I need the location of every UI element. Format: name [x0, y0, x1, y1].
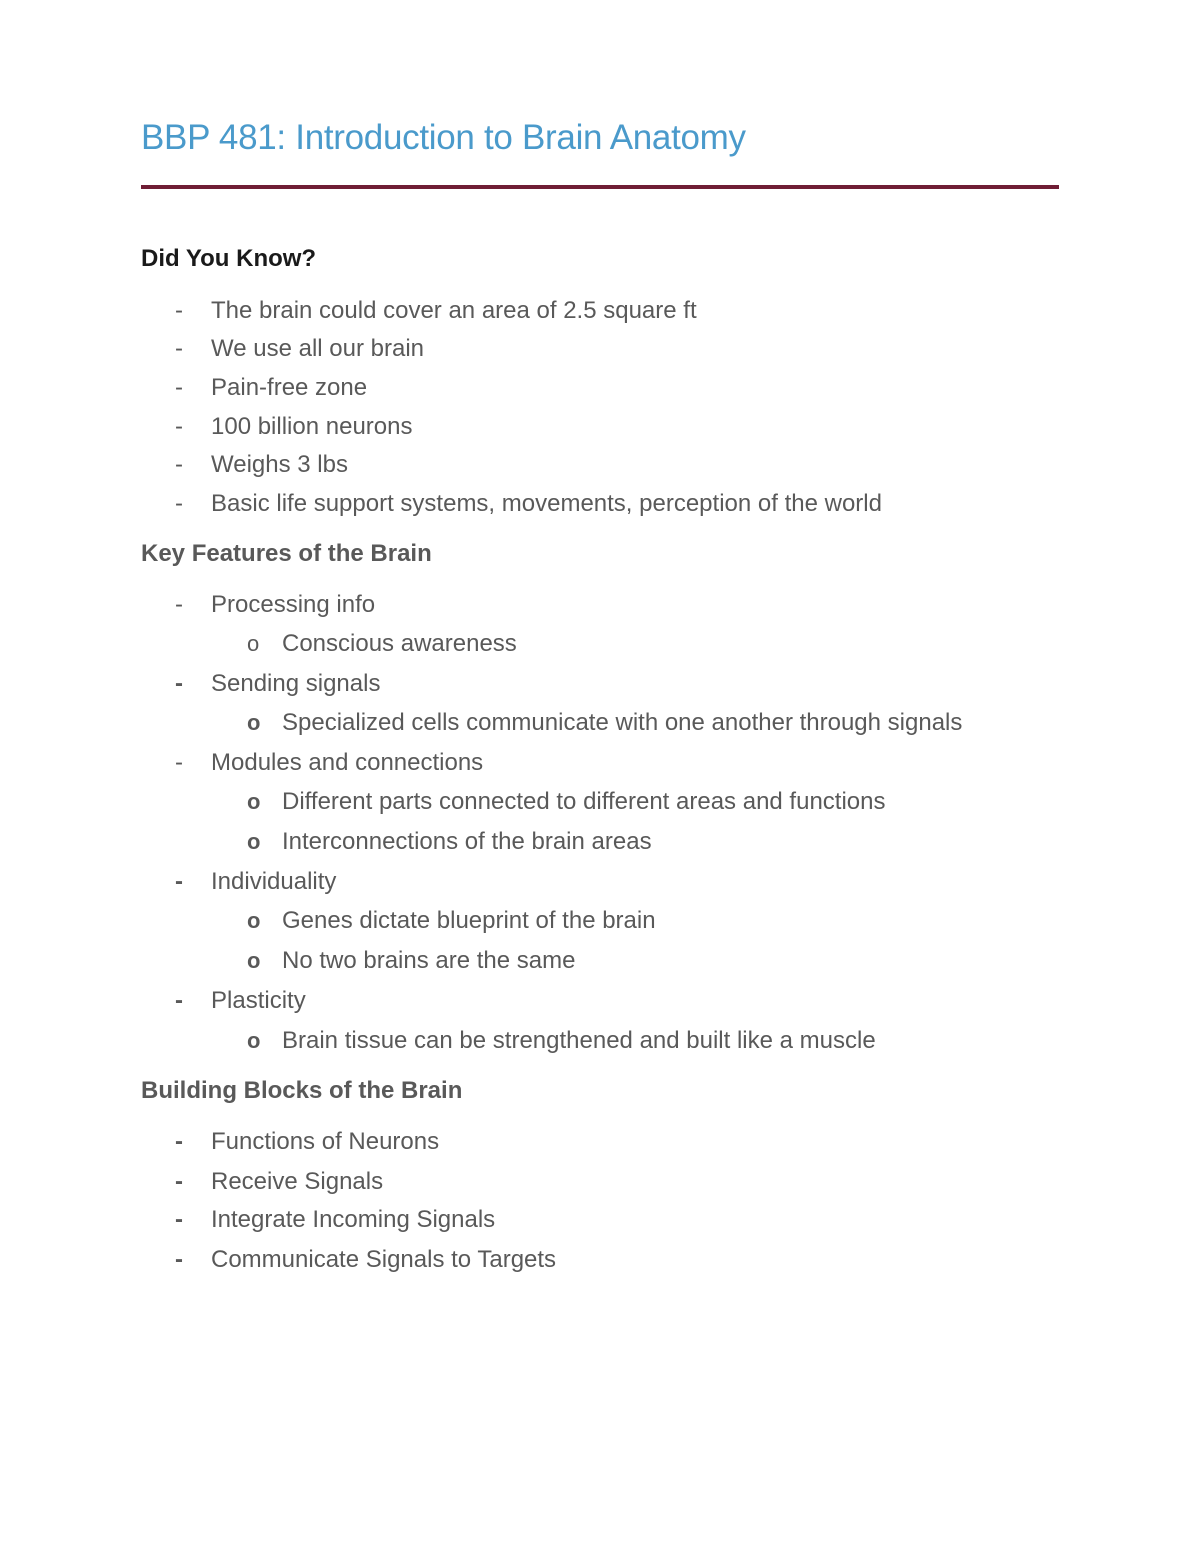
list-item-text: Weighs 3 lbs [211, 451, 348, 478]
dash-bullet: - [175, 413, 183, 440]
circle-bullet: o [247, 1028, 261, 1053]
list-item-text: Individuality [211, 868, 337, 895]
list-item-text: Processing info [211, 591, 376, 618]
sub-list-item-text: Brain tissue can be strengthened and built like a muscle [282, 1027, 876, 1054]
dash-bullet: - [175, 451, 183, 478]
list-item-text: Modules and connections [211, 749, 484, 776]
list-item-text: Sending signals [211, 670, 381, 697]
dash-bullet: - [175, 987, 183, 1014]
list-item-text: Communicate Signals to Targets [211, 1246, 557, 1273]
dash-bullet: - [175, 490, 183, 517]
dash-bullet: - [175, 868, 183, 895]
sub-list-item-text: Interconnections of the brain areas [282, 828, 652, 855]
list-item-text: Pain-free zone [211, 374, 368, 401]
section-heading-building-blocks: Building Blocks of the Brain [141, 1077, 463, 1104]
sub-list-item-text: Conscious awareness [282, 630, 517, 657]
dash-bullet: - [175, 1168, 183, 1195]
dash-bullet: - [175, 1246, 183, 1273]
title-underline-rule [141, 185, 1059, 189]
document-title: BBP 481: Introduction to Brain Anatomy [141, 118, 746, 157]
dash-bullet: - [175, 591, 183, 618]
dash-bullet: - [175, 1206, 183, 1233]
list-item-text: Functions of Neurons [211, 1128, 440, 1155]
sub-list-item-text: No two brains are the same [282, 947, 576, 974]
circle-bullet: o [247, 948, 261, 973]
dash-bullet: - [175, 670, 183, 697]
section-heading-did-you-know: Did You Know? [141, 245, 317, 272]
circle-bullet: o [247, 829, 261, 854]
circle-bullet: o [247, 631, 260, 656]
list-item-text: Receive Signals [211, 1168, 384, 1195]
sub-list-item-text: Specialized cells communicate with one another through signals [282, 709, 963, 736]
section-heading-key-features: Key Features of the Brain [141, 540, 432, 567]
circle-bullet: o [247, 908, 261, 933]
circle-bullet: o [247, 789, 261, 814]
dash-bullet: - [175, 335, 183, 362]
dash-bullet: - [175, 374, 183, 401]
sub-list-item-text: Genes dictate blueprint of the brain [282, 907, 656, 934]
dash-bullet: - [175, 1128, 183, 1155]
sub-list-item-text: Different parts connected to different areas and functions [282, 788, 886, 815]
circle-bullet: o [247, 710, 261, 735]
list-item-text: We use all our brain [211, 335, 424, 362]
list-item-text: 100 billion neurons [211, 413, 413, 440]
dash-bullet: - [175, 297, 183, 324]
list-item-text: Integrate Incoming Signals [211, 1206, 496, 1233]
list-item-text: Basic life support systems, movements, perception of the world [211, 490, 882, 517]
dash-bullet: - [175, 749, 183, 776]
list-item-text: Plasticity [211, 987, 306, 1014]
list-item-text: The brain could cover an area of 2.5 square ft [211, 297, 697, 324]
